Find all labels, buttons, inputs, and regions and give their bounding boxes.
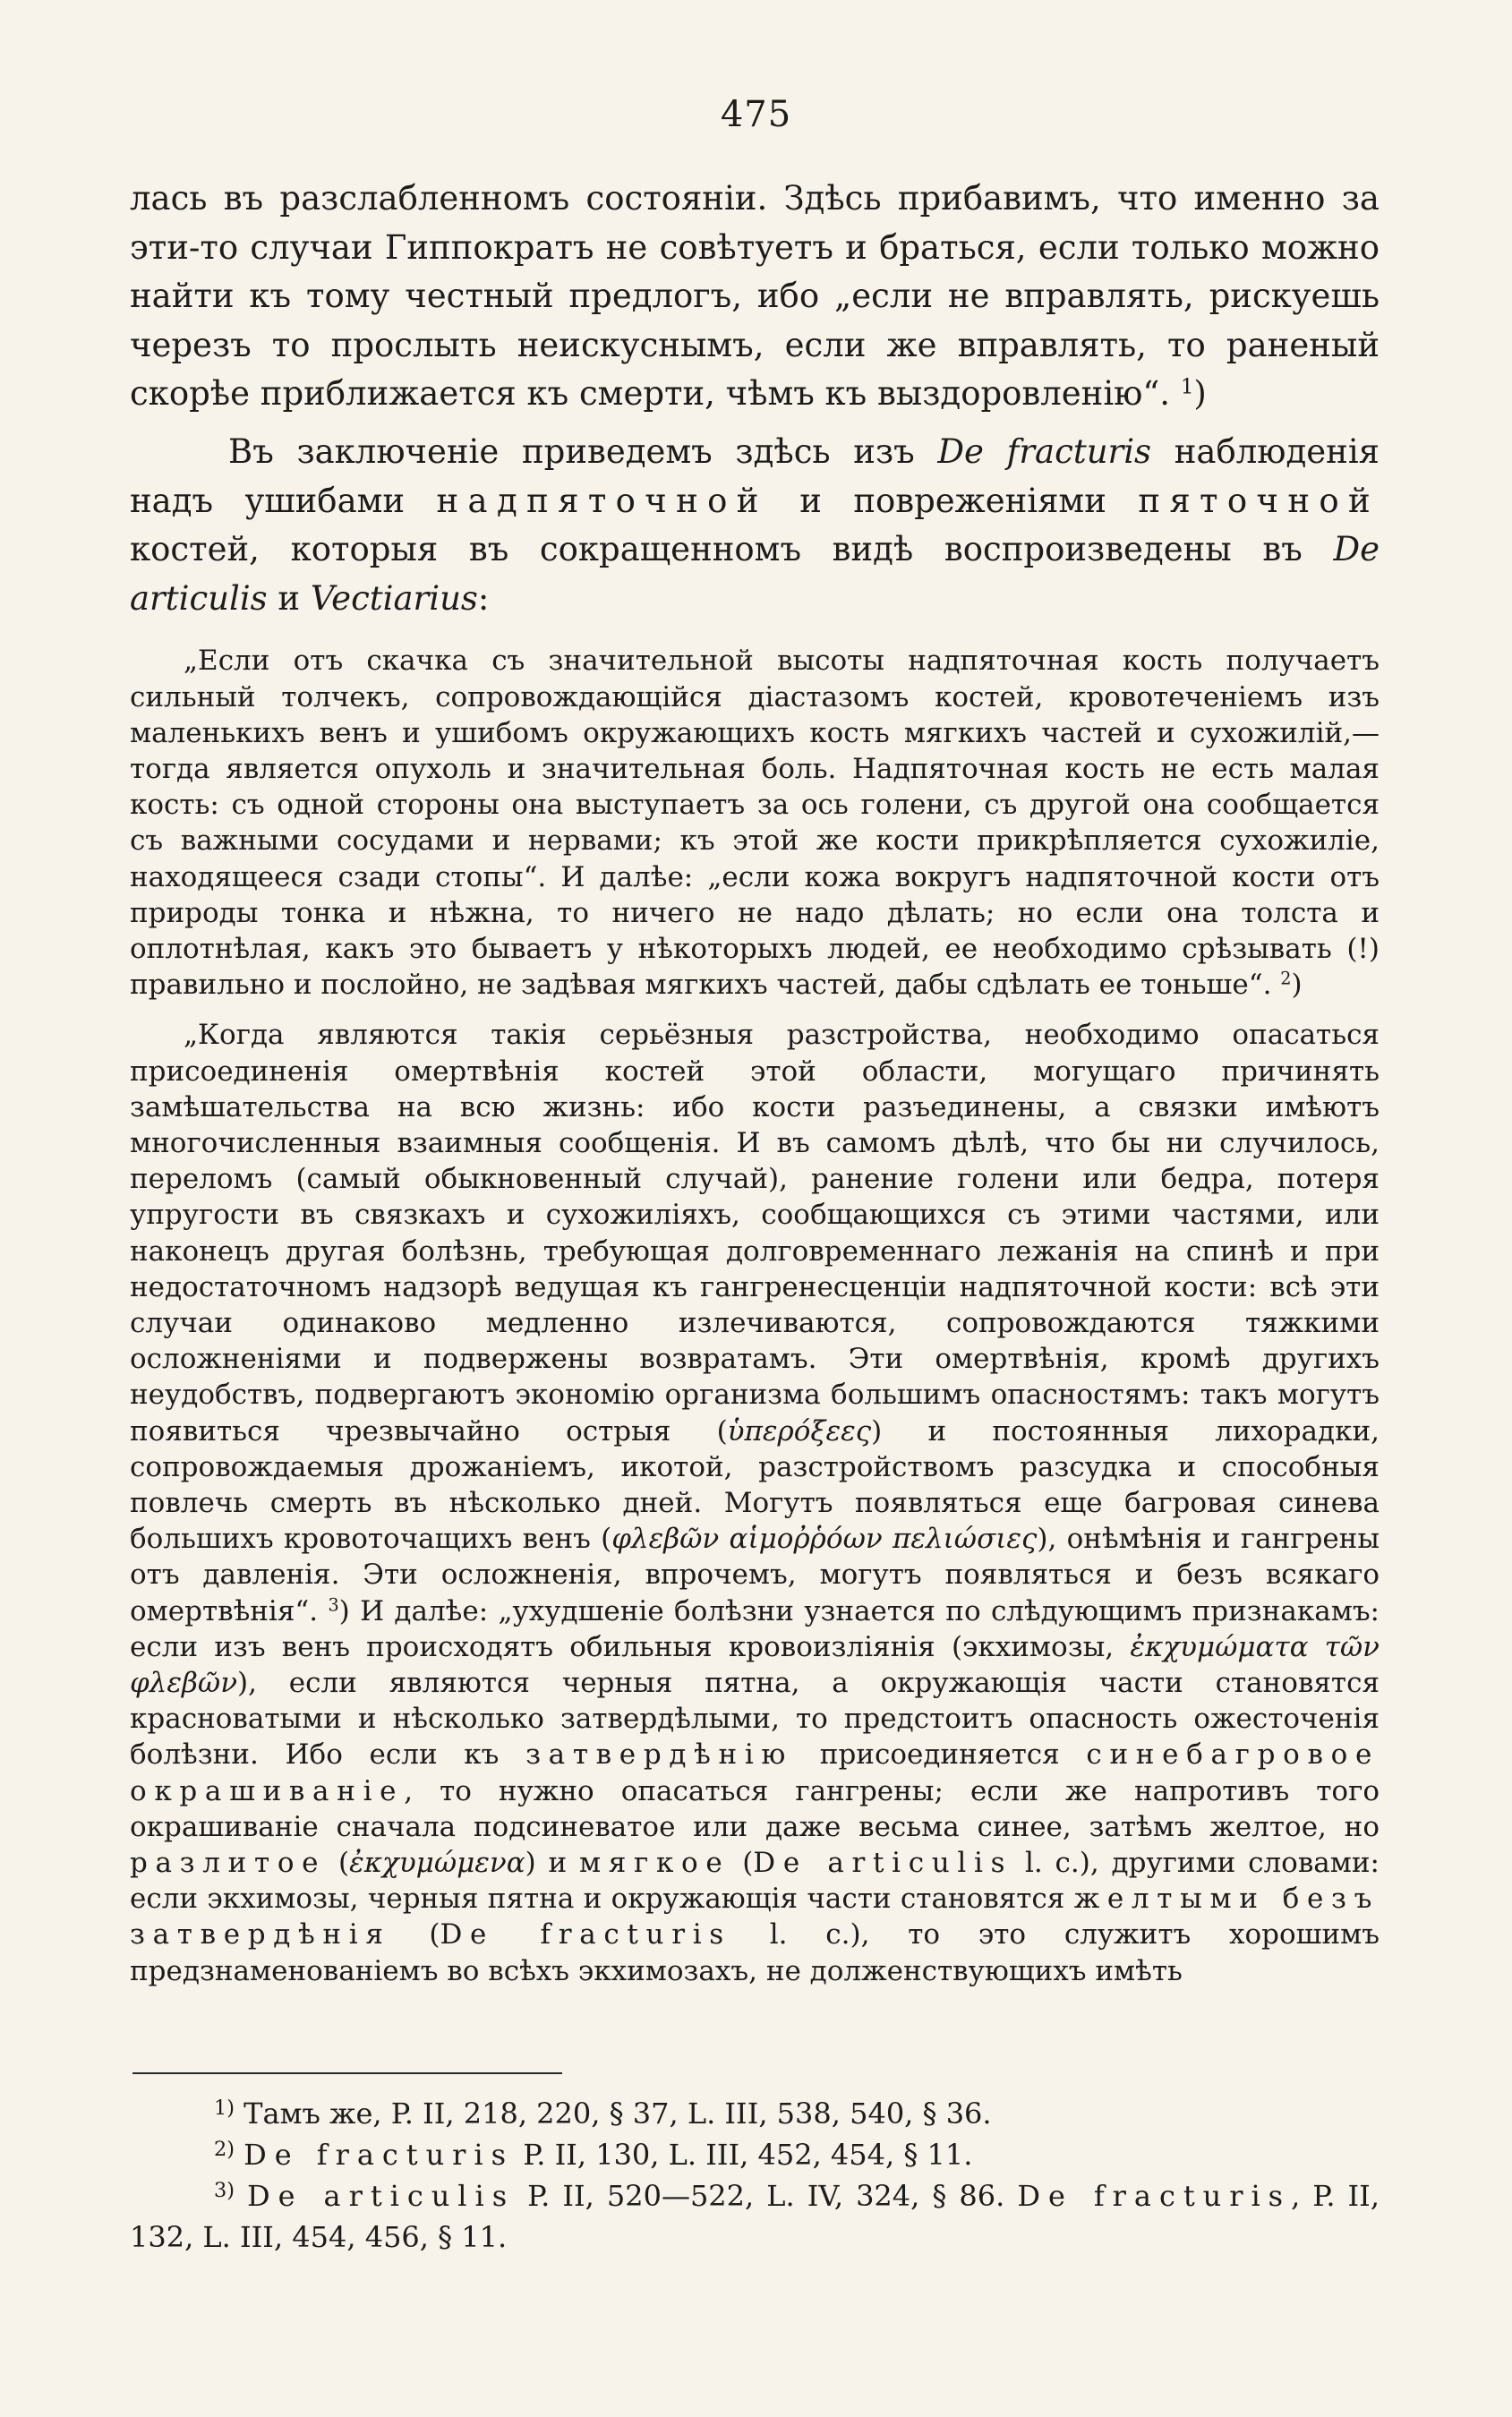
footnote-divider xyxy=(132,2072,562,2074)
greek-term-3: ἐκχυμώματα τῶν φλεβῶν xyxy=(130,1630,1380,1700)
quote-2-text-m: l. c.), то это служитъ хорошимъ предзнаменованiемъ во всѣхъ экхимозахъ, не долженствующихъ имѣть xyxy=(130,1918,1380,1987)
paragraph-2-text-a: Въ заключенiе приведемъ здѣсь изъ xyxy=(228,431,938,471)
quote-2-text-d: ) И далѣе: „ухудшенiе болѣзни узнается по слѣдующимъ признакамъ: если изъ венъ происходятъ обильныя кровоизлiянiя (экхимозы, xyxy=(130,1594,1380,1663)
spaced-phrase-sinebagrovoe: синебагровое окрашиванiе xyxy=(130,1738,1380,1807)
spaced-word-pyatochnoy: пяточной xyxy=(1138,481,1380,520)
paragraph-2-text-e: и xyxy=(267,578,311,618)
quote-2-text-g: , то нужно опасаться гангрены; если же напротивъ того окрашиванiе сначала подсиневатое или даже весьма синее, затѣмъ желтое, но xyxy=(130,1774,1380,1843)
quote-2-text-e: ), если являются черныя пятна, а окружающiя части становятся красноватыми и нѣсколько затвердѣлыми, то предстоитъ опасность ожесточенiя болѣзни. Ибо если къ xyxy=(130,1667,1380,1772)
quote-2-text-c: ), онѣмѣнiя и гангрены отъ давленiя. Эти осложненiя, впрочемъ, могутъ появляться и безъ всякаго омертвѣнiя“. xyxy=(130,1523,1380,1627)
footnote-ref-1: 1 xyxy=(1180,375,1194,399)
footnote-ref-2-paren: ) xyxy=(1291,969,1303,1002)
greek-term-4: ἐκχυμώμενα xyxy=(349,1847,525,1880)
paragraph-2-text-f: : xyxy=(477,578,490,618)
quote-2-text-a: „Когда являются такiя серьёзныя разстройства, необходимо опасаться присоединенiя омертвѣнiя костей этой области, могущаго причинять замѣшательства на всю жизнь: ибо кости разъединены, а связки имѣютъ многочисленныя взаимныя сообщенiя. И въ самомъ дѣлѣ, что бы ни случилось, переломъ (самый обыкновенный случай), ранение голени или бедра, потеря упругости въ связкахъ и сухожилiяхъ, сообщающихся съ этими частями, или наконецъ другая болѣзнь, требующая долговременнаго лежанiя на спинѣ и при недостаточномъ надзорѣ ведущая къ гангренесценцiи надпяточной кости: всѣ эти случаи одинаково медленно излечиваются, сопровождаются тяжкими осложненiями и подвержены возвратамъ. Эти омертвѣнiя, кромѣ другихъ неудобствъ, подвергаютъ экономiю организма большимъ опасностямъ: такъ могутъ появиться чрезвычайно острыя ( xyxy=(130,1019,1380,1448)
footnote-3-number: 3) xyxy=(214,2178,235,2202)
title-de-fracturis: De fracturis xyxy=(937,431,1152,471)
footnote-2 xyxy=(130,2134,1380,2175)
spaced-word-razlitoe: разлитое xyxy=(130,1847,327,1880)
quote-1 xyxy=(130,643,1380,1003)
page-body xyxy=(130,175,1380,1989)
quote-2-text-i: ) и xyxy=(525,1847,580,1880)
quote-2-text-j: ( xyxy=(730,1847,754,1880)
footnote-3-text-b: , P. II, 132, L. III, 454, 456, § 11. xyxy=(130,2179,1380,2254)
title-vectiarius: Vectiarius xyxy=(310,578,478,618)
title-de-articulis: De articulis xyxy=(130,530,1380,618)
quote-2 xyxy=(130,1017,1380,1988)
paragraph-2-text-c: и повреженiями xyxy=(767,481,1139,520)
spaced-word-zatverdeniyu: затвердѣнiю xyxy=(525,1738,794,1772)
paragraph-1-text: лась въ разслабленномъ состоянiи. Здѣсь прибавимъ, что именно за эти-то случаи Гиппократъ не совѣтуетъ и браться, если только можно найти къ тому честный предлогъ, ибо „если не вправлять, рискуешь черезъ то прослыть неискуснымъ, если же вправлять, то раненый скорѣе приближается къ смерти, чѣмъ къ выздоровленiю“. xyxy=(130,179,1380,414)
footnote-2-title: De fracturis xyxy=(243,2138,515,2172)
footnote-2-number: 2) xyxy=(214,2137,235,2161)
footnote-3-title-1: De articulis xyxy=(247,2179,516,2213)
paragraph-2 xyxy=(130,428,1380,623)
quote-2-text-k: l. c.), другими словами: если экхимозы, черныя пятна и окружающiя части становятся xyxy=(130,1847,1380,1916)
greek-term-1: ὑπερόξεες xyxy=(727,1414,872,1448)
footnote-2-text: P. II, 130, L. III, 452, 454, § 11. xyxy=(514,2138,973,2172)
footnote-3-text-a: P. II, 520—522, L. IV, 324, § 86. xyxy=(515,2179,1018,2213)
footnote-ref-3: 3 xyxy=(328,1594,339,1616)
footnote-1-text: Тамъ же, P. II, 218, 220, § 37, L. III, 538, 540, § 36. xyxy=(234,2097,992,2131)
paragraph-2-text-b: наблюденiя надъ ушибами xyxy=(130,431,1380,520)
footnote-3-title-2: De fracturis xyxy=(1017,2179,1292,2213)
paragraph-1 xyxy=(130,175,1380,419)
footnote-ref-2: 2 xyxy=(1280,968,1292,989)
footnote-ref-1-paren: ) xyxy=(1193,374,1207,414)
spaced-word-nadpyatochnoy: надпяточной xyxy=(436,481,768,520)
paragraph-2-text-d: костей, которыя въ сокращенномъ видѣ воспроизведены въ xyxy=(130,530,1334,569)
footnotes xyxy=(130,2093,1380,2258)
page-number: 475 xyxy=(720,94,792,135)
spaced-word-myagkoe: мягкое xyxy=(579,1847,730,1880)
footnote-1-number: 1) xyxy=(214,2096,235,2120)
quote-1-text: „Если отъ скачка съ значительной высоты надпяточная кость получаетъ сильный толчекъ, сопровождающiйся дiастазомъ костей, кровотеченiемъ изъ маленькихъ венъ и ушибомъ окружающихъ кость мягкихъ частей и сухожилiй,—тогда является опухоль и значительная боль. Надпяточная кость не есть малая кость: съ одной стороны она выступаетъ за ось голени, съ другой она сообщается съ важными сосудами и нервами; къ этой же кости прикрѣпляется сухожилiе, находящееся сзади стопы“. И далѣе: „если кожа вокругъ надпяточной кости отъ природы тонка и нѣжна, то ничего не надо дѣлать; но если она толста и оплотнѣлая, какъ это бываетъ у нѣкоторыхъ людей, ее необходимо срѣзывать (!) правильно и послойно, не задѣвая мягкихъ частей, дабы сдѣлать ее тоньше“. xyxy=(130,645,1380,1002)
spaced-phrase-zheltymi: желтыми безъ затвердѣнiя xyxy=(130,1883,1380,1952)
greek-term-2: φλεβῶν αἱμοῤῥόων πελιώσιες xyxy=(611,1523,1038,1556)
spaced-title-de-fracturis: De fracturis xyxy=(440,1918,731,1952)
footnote-1 xyxy=(130,2093,1380,2134)
quote-2-text-h: ( xyxy=(326,1847,350,1880)
footnote-3 xyxy=(130,2175,1380,2258)
quote-2-text-b: ) и постоянныя лихорадки, сопровождаемыя дрожанiемъ, икотой, разстройствомъ разсудка и способныя повлечь смерть въ нѣсколько дней. Могутъ появляться еще багровая синева большихъ кровоточащихъ венъ ( xyxy=(130,1414,1380,1556)
quote-2-text-f: присоединяется xyxy=(793,1738,1087,1772)
spaced-title-de-articulis: De articulis xyxy=(753,1847,1013,1880)
quote-2-text-l: ( xyxy=(390,1918,440,1952)
